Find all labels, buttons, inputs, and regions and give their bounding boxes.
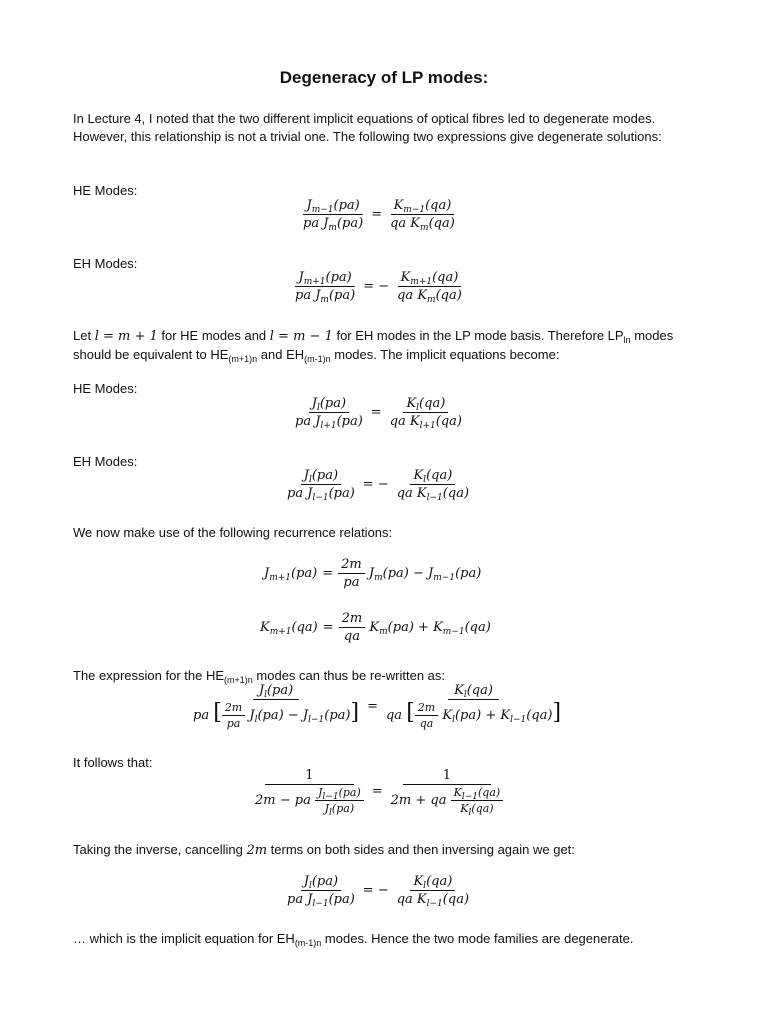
page-title: Degeneracy of LP modes: [279,68,489,87]
eh-modes-label-1: EH Modes: [73,256,138,271]
equation-eh-modes-l: $\frac{J_l(pa)}{pa J_{l-1}(pa)}$ = − $\frac{K_l(qa)}{qa K_{l-1}(qa)}$ [287,468,470,503]
conclusion-paragraph: … which is the implicit equation for $EH_{(m-1)n}$ modes. Hence the two mode families are degenerate. [73,931,634,948]
he-modes-label-1: HE Modes: [73,183,138,198]
recurrence-j-equation: $J_{m+1}(pa)$ = $\frac{2m}{pa}$ $J_m(pa) - J_{m-1}(pa)$ [264,557,482,590]
reciprocal-equation: 1 2m − pa $\frac{J_{l-1}(pa)}{J_l(pa)}$ = 1 2m + qa $\frac{K_{l-1}(qa)}{K_l(qa)}$ [252,768,506,815]
let-paragraph: Let l = m + 1 for HE modes and l = m − 1 for EH modes in the LP mode basis. Therefore $LP_{ln}$ modes should be equivalent to $HE_{(m+1)n}$ and $EH_{(m-1)n}$ modes. The implicit equations become: [73,328,674,364]
inverse-paragraph: Taking the inverse, cancelling 2m terms on both sides and then inversing again we get: [73,842,575,858]
equation-he-modes: $\frac{J_{m-1}(pa)}{pa J_m(pa)}$ = $\frac{K_{m-1}(qa)}{qa K_m(qa)}$ [303,198,455,233]
equation-he-modes-l: $\frac{J_l(pa)}{pa J_{l+1}(pa)}$ = $\frac{K_l(qa)}{qa K_{l+1}(qa)}$ [295,396,462,431]
intro-paragraph: In Lecture 4, I noted that the two different implicit equations of optical fibres led to degenerate modes. However, this relationship is not a trivial one. The following two expressions give degenerate solutions: [73,111,662,144]
final-eh-equation: $\frac{J_l(pa)}{pa J_{l-1}(pa)}$ = − $\frac{K_l(qa)}{qa K_{l-1}(qa)}$ [287,874,470,909]
rewritten-he-equation: $J_l(pa)$ pa [ $\frac{2m}{pa}$ $J_l(pa) - J_{l-1}(pa)$] = $K_l(qa)$ qa [ $\frac{2m}{qa}$ $K_l(pa) + K_{l-1}(qa)$] [193,683,562,730]
he-modes-label-2: HE Modes: [73,381,138,396]
eh-modes-label-2: EH Modes: [73,454,138,469]
equation-eh-modes: $\frac{J_{m+1}(pa)}{pa J_m(pa)}$ = − $\frac{K_{m+1}(qa)}{qa K_m(qa)}$ [295,270,462,305]
follows-paragraph: It follows that: [73,755,153,770]
expression-paragraph: The expression for the $HE_{(m+1)n}$ modes can thus be re-written as: [73,668,445,685]
recurrence-paragraph: We now make use of the following recurrence relations: [73,525,393,540]
recurrence-k-equation: $K_{m+1}(qa)$ = $\frac{2m}{qa}$ $K_m(pa) + K_{m-1}(qa)$ [260,611,491,644]
